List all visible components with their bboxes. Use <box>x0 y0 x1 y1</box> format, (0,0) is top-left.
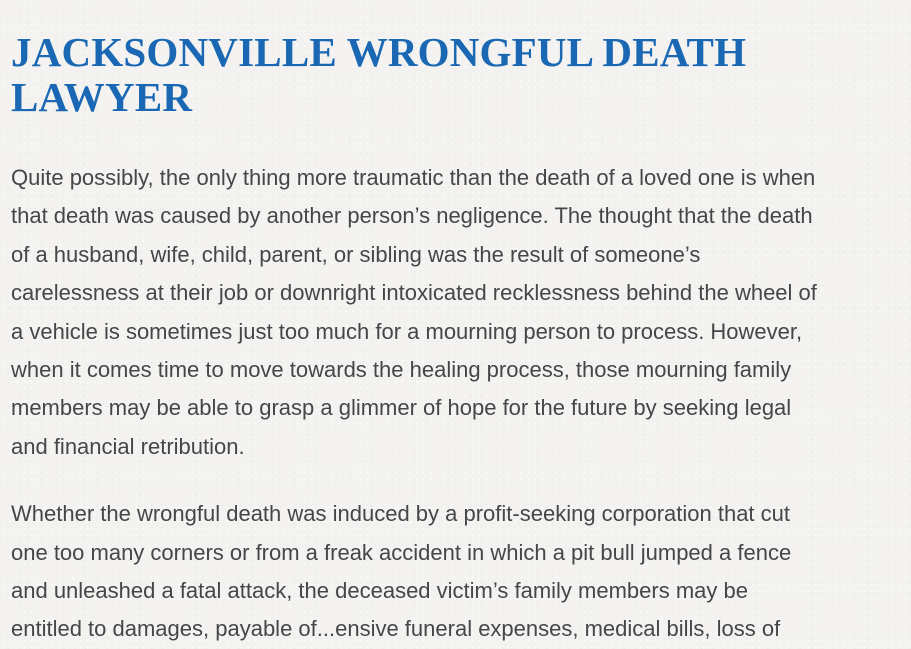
paragraph-line: Whether the wrongful death was induced by a profit-seeking corporation that cut <box>11 501 791 527</box>
paragraph-line: and unleashed a fatal attack, the deceased victim’s family members may be <box>11 578 748 604</box>
paragraph-line: a vehicle is sometimes just too much for a mourning person to process. However, <box>11 318 803 344</box>
paragraph-line: and financial retribution. <box>11 433 245 459</box>
paragraph-line: of a husband, wife, child, parent, or sibling was the result of someone’s <box>11 241 701 267</box>
paragraph-line: one too many corners or from a freak accident in which a pit bull jumped a fence <box>11 539 792 565</box>
page-title-line-1: JACKSONVILLE WRONGFUL DEATH <box>11 29 747 75</box>
paragraph-line: carelessness at their job or downright intoxicated recklessness behind the wheel of <box>11 280 817 306</box>
paragraph-line: entitled to damages, payable of...ensive funeral expenses, medical bills, loss of <box>11 616 781 642</box>
article-paragraph-1 <box>11 159 911 466</box>
paragraph-line: when it comes time to move towards the healing process, those mourning family <box>11 357 792 383</box>
article-paragraph-2 <box>11 495 911 649</box>
paragraph-line: members may be able to grasp a glimmer of hope for the future by seeking legal <box>11 395 792 421</box>
article <box>11 30 911 649</box>
paragraph-line: that death was caused by another person’s negligence. The thought that the death <box>11 203 813 229</box>
page-title-line-2: LAWYER <box>11 74 193 120</box>
page-title <box>11 30 771 120</box>
paragraph-line: Quite possibly, the only thing more traumatic than the death of a loved one is when <box>11 165 816 190</box>
